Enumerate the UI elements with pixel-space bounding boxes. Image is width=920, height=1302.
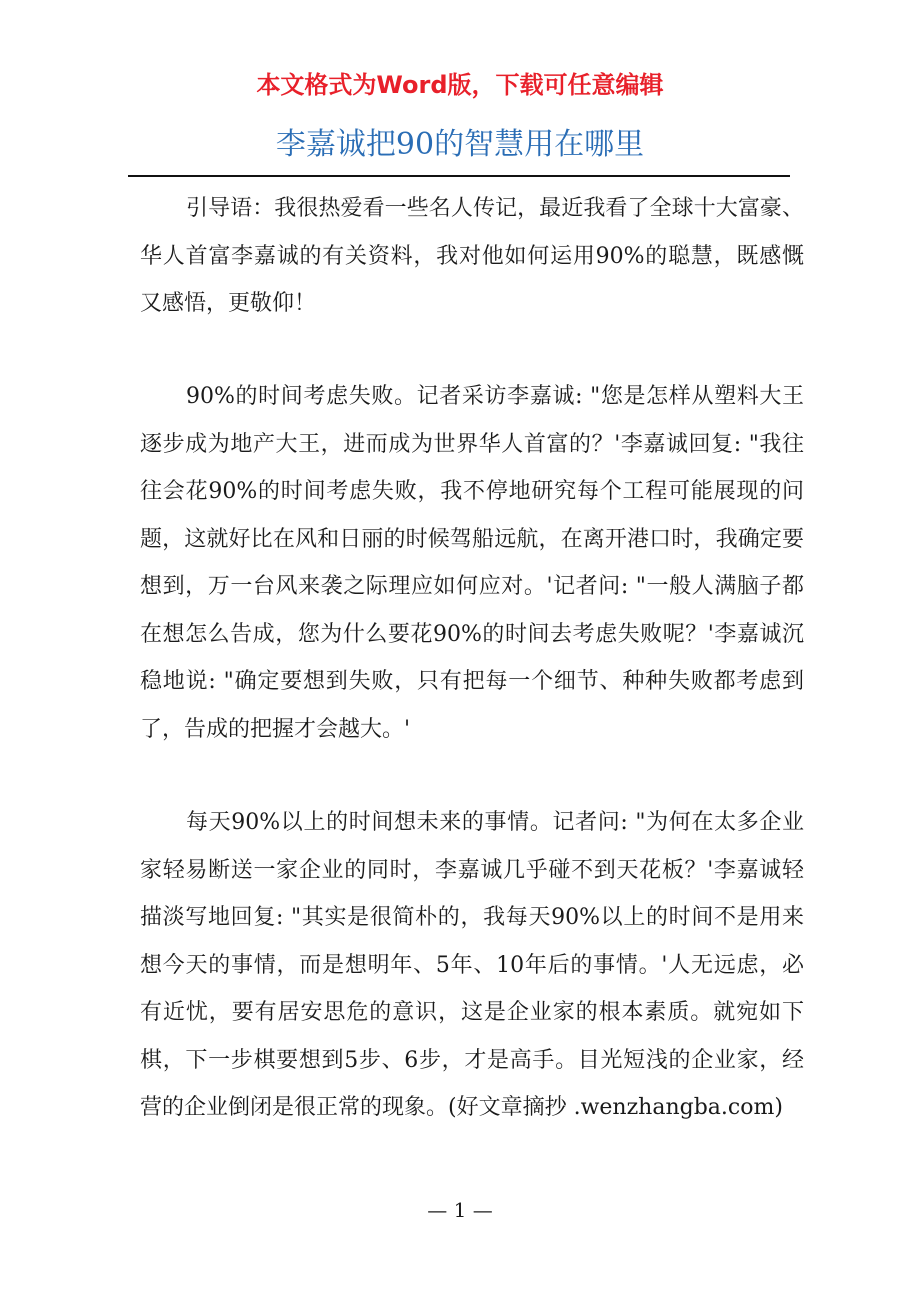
document-title: 李嘉诚把90的智慧用在哪里	[275, 127, 645, 162]
page-number: — 1 —	[427, 1198, 493, 1222]
paragraph-failure: 90%的时间考虑失败。记者采访李嘉诚: "您是怎样从塑料大王逐步成为地产大王，进而成为世界华人首富的？'李嘉诚回复: "我往往会花90%的时间考虑失败，我不停地研究每个工程可能展现的问题，这就好比在风和日丽的时候驾船远航，在离开港口时，我确定要想到，万一台风来袭之际理应如何应对。'记者问: "一般人满脑子都在想怎么告成，您为什么要花90%的时间去考虑失败呢？'李嘉诚沉稳地说: "确定要想到失败，只有把每一个细节、种种失败都考虑到了，告成的把握才会越大。'	[140, 384, 804, 742]
download-banner: 本文格式为Word版，下载可任意编辑	[256, 71, 664, 99]
title-divider	[128, 175, 790, 177]
paragraph-intro: 引导语：我很热爱看一些名人传记，最近我看了全球十大富豪、华人首富李嘉诚的有关资料，我对他如何运用90%的聪慧，既感慨又感悟，更敬仰！	[140, 196, 804, 316]
paragraph-future: 每天90%以上的时间想未来的事情。记者问: "为何在太多企业家轻易断送一家企业的同时，李嘉诚几乎碰不到天花板？'李嘉诚轻描淡写地回复: "其实是很简朴的，我每天90%以上的时间不是用来想今天的事情，而是想明年、5年、10年后的事情。'人无远虑，必有近忧，要有居安思危的意识，这是企业家的根本素质。就宛如下棋，下一步棋要想到5步、6步，才是高手。目光短浅的企业家，经营的企业倒闭是很正常的现象。(好文章摘抄 .wenzhangba.com)	[140, 810, 804, 1120]
